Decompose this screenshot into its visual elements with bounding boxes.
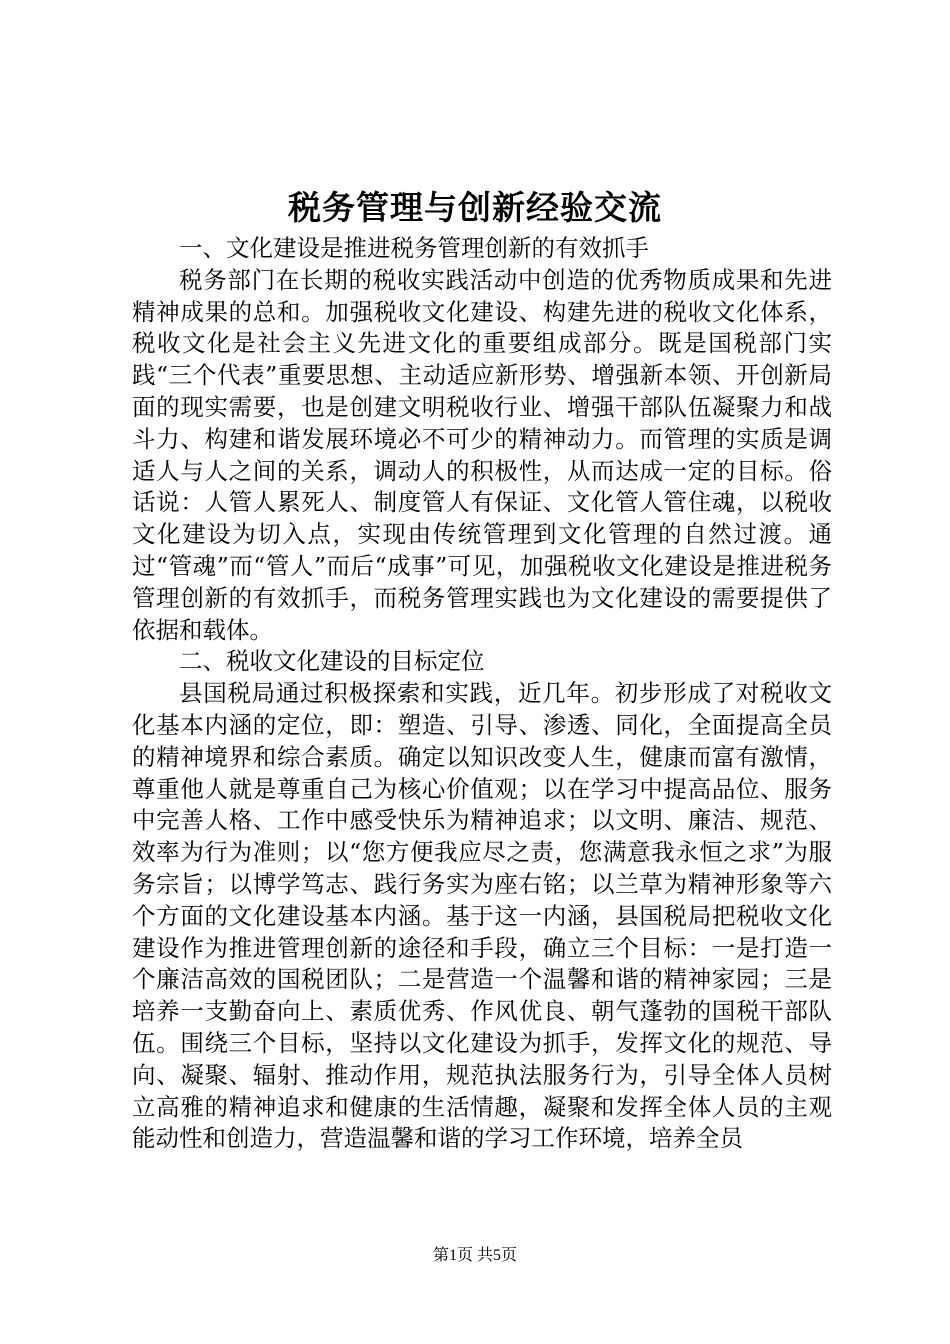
document-body <box>132 233 832 1155</box>
document-title: 税务管理与创新经验交流 <box>288 188 662 227</box>
section-paragraph-2: 县国税局通过积极探索和实践，近几年。初步形成了对税收文化基本内涵的定位，即：塑造、引导、渗透、同化，全面提高全员的精神境界和综合素质。确定以知识改变人生，健康而富有激情，尊重他人就是尊重自己为核心价值观；以在学习中提高品位、服务中完善人格、工作中感受快乐为精神追求；以文明、廉洁、规范、效率为行为准则；以“您方便我应尽之责，您满意我永恒之求”为服务宗旨；以博学笃志、践行务实为座右铭；以兰草为精神形象等六个方面的文化建设基本内涵。基于这一内涵，县国税局把税收文化建设作为推进管理创新的途径和手段，确立三个目标：一是打造一个廉洁高效的国税团队；二是营造一个温馨和谐的精神家园；三是培养一支勤奋向上、素质优秀、作风优良、朝气蓬勃的国税干部队伍。围绕三个目标，坚持以文化建设为抓手，发挥文化的规范、导向、凝聚、辐射、推动作用，规范执法服务行为，引导全体人员树立高雅的精神追求和健康的生活情趣，凝聚和发挥全体人员的主观能动性和创造力，营造温馨和谐的学习工作环境，培养全员 <box>132 679 832 1153</box>
section-paragraph-1: 税务部门在长期的税收实践活动中创造的优秀物质成果和先进精神成果的总和。加强税收文化建设、构建先进的税收文化体系，税收文化是社会主义先进文化的重要组成部分。既是国税部门实践“三个代表”重要思想、主动适应新形势、增强新本领、开创新局面的现实需要，也是创建文明税收行业、增强干部队伍凝聚力和战斗力、构建和谐发展环境必不可少的精神动力。而管理的实质是调适人与人之间的关系，调动人的积极性，从而达成一定的目标。俗话说：人管人累死人、制度管人有保证、文化管人管住魂，以税收文化建设为切入点，实现由传统管理到文化管理的自然过渡。通过“管魂”而“管人”而后“成事”可见，加强税收文化建设是推进税务管理创新的有效抓手，而税务管理实践也为文化建设的需要提供了依据和载体。 <box>132 265 832 644</box>
section-heading-1: 一、文化建设是推进税务管理创新的有效抓手 <box>179 234 649 262</box>
page-footer: 第1页 共5页 <box>432 1247 517 1264</box>
section-heading-2: 二、税收文化建设的目标定位 <box>179 647 485 676</box>
